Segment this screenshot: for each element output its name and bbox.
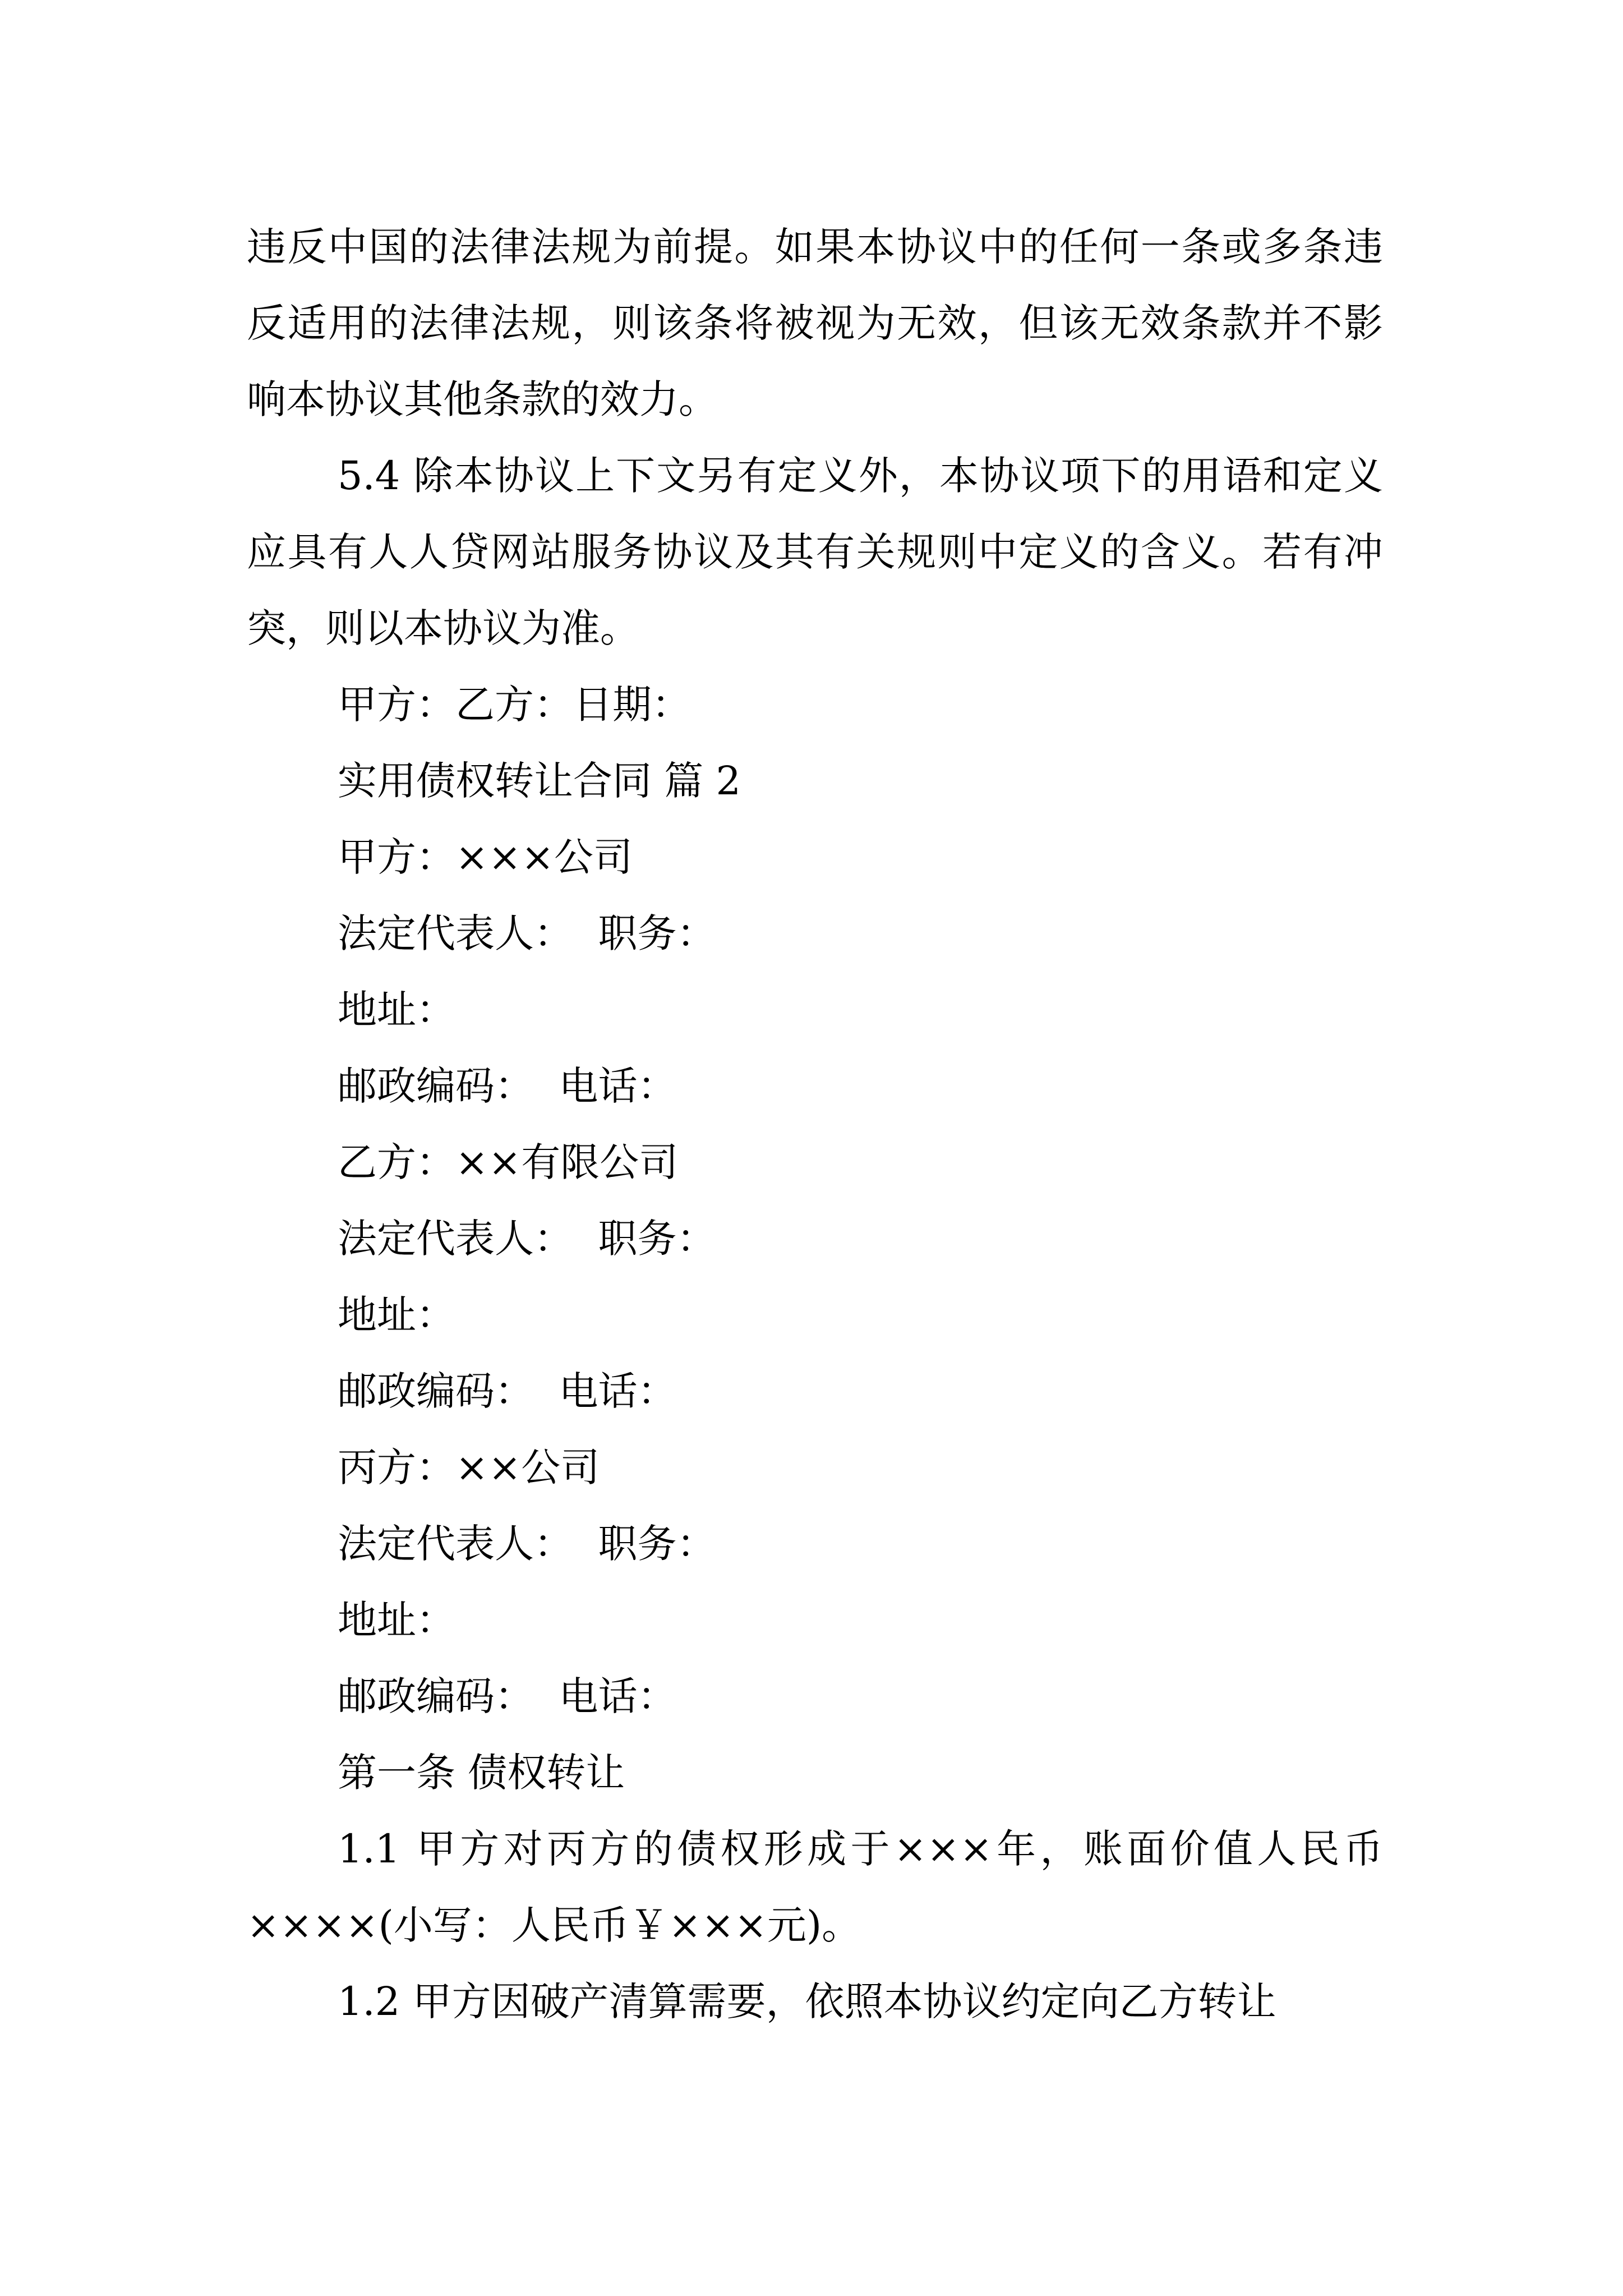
party-b-name: 乙方：××有限公司	[338, 1139, 679, 1185]
party-b-address: 地址：	[338, 1292, 455, 1338]
paragraph-clause-5-4: 5.4 除本协议上下文另有定义外，本协议项下的用语和定义应具有人人贷网站服务协议及其有关规则中定义的含义。若有冲突，则以本协议为准。	[247, 453, 1383, 651]
section-title: 实用债权转让合同 篇 2	[338, 758, 741, 804]
party-c-postal-phone: 邮政编码： 电话：	[338, 1673, 677, 1719]
signature-line: 甲方：乙方：日期：	[338, 682, 691, 728]
clause-1-1: 1.1 甲方对丙方的债权形成于×××年，账面价值人民币××××(小写：人民币￥×××元)。	[247, 1826, 1383, 1948]
paragraph-continuation: 违反中国的法律法规为前提。如果本协议中的任何一条或多条违反适用的法律法规，则该条将被视为无效，但该无效条款并不影响本协议其他条款的效力。	[247, 224, 1383, 422]
clause-1-2: 1.2 甲方因破产清算需要，依照本协议约定向乙方转让	[338, 1978, 1276, 2024]
party-a-name: 甲方：×××公司	[338, 834, 633, 880]
party-a-address: 地址：	[338, 987, 455, 1033]
party-b-representative: 法定代表人： 职务：	[338, 1216, 716, 1262]
article-1-heading: 第一条 债权转让	[338, 1750, 625, 1796]
document-body	[247, 209, 1383, 2040]
party-b-postal-phone: 邮政编码： 电话：	[338, 1368, 677, 1414]
party-c-address: 地址：	[338, 1597, 455, 1643]
party-c-representative: 法定代表人： 职务：	[338, 1521, 716, 1567]
party-a-postal-phone: 邮政编码： 电话：	[338, 1063, 677, 1109]
party-a-representative: 法定代表人： 职务：	[338, 910, 716, 956]
party-c-name: 丙方：××公司	[338, 1444, 600, 1490]
